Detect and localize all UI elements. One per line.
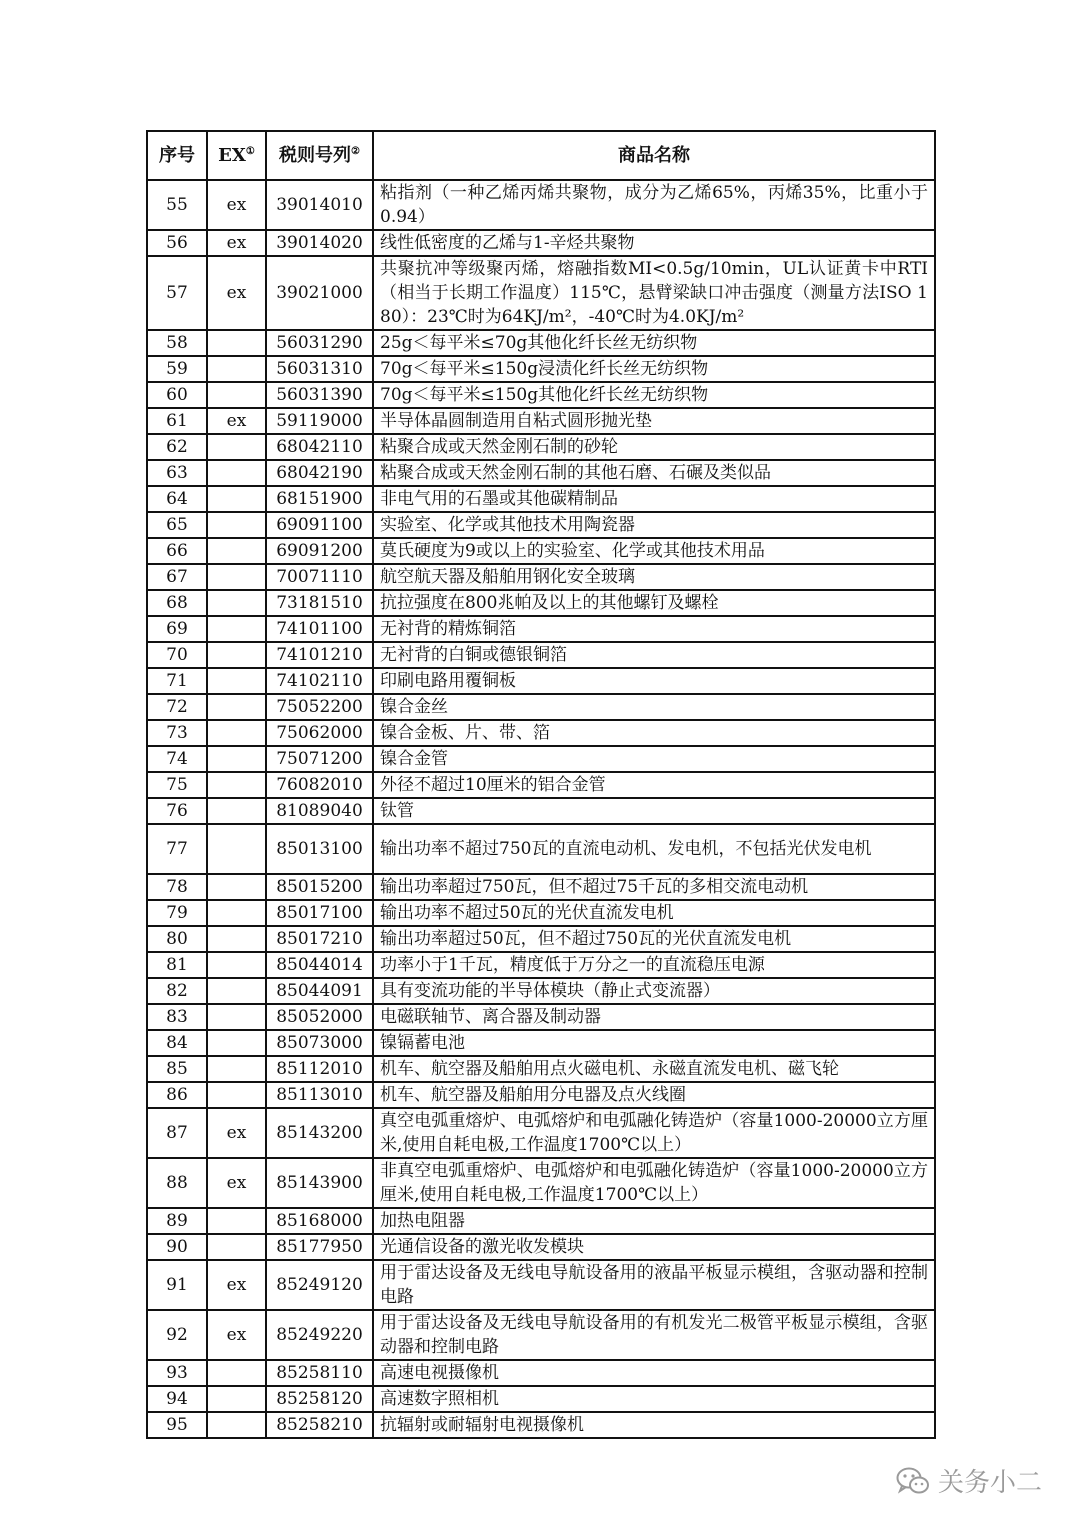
table-body bbox=[147, 180, 935, 1438]
cell-ex: ex bbox=[207, 408, 266, 434]
table-row bbox=[147, 1208, 935, 1234]
table-row bbox=[147, 1234, 935, 1260]
cell-tariff-code: 85258120 bbox=[266, 1386, 373, 1412]
cell-tariff-code: 85015200 bbox=[266, 874, 373, 900]
cell-seq: 64 bbox=[147, 486, 207, 512]
cell-seq: 71 bbox=[147, 668, 207, 694]
cell-tariff-code: 39021000 bbox=[266, 256, 373, 330]
cell-product-name: 70g＜每平米≤150g其他化纤长丝无纺织物 bbox=[373, 382, 935, 408]
cell-tariff-code: 74101210 bbox=[266, 642, 373, 668]
cell-ex: ex bbox=[207, 1310, 266, 1360]
cell-tariff-code: 59119000 bbox=[266, 408, 373, 434]
table-row bbox=[147, 1082, 935, 1108]
table-row bbox=[147, 460, 935, 486]
table-row bbox=[147, 590, 935, 616]
cell-seq: 75 bbox=[147, 772, 207, 798]
cell-product-name: 用于雷达设备及无线电导航设备用的有机发光二极管平板显示模组，含驱动器和控制电路 bbox=[373, 1310, 935, 1360]
table-row bbox=[147, 356, 935, 382]
table-row bbox=[147, 720, 935, 746]
cell-tariff-code: 81089040 bbox=[266, 798, 373, 824]
cell-ex bbox=[207, 874, 266, 900]
footnote-mark-1: ① bbox=[245, 145, 255, 157]
table-row bbox=[147, 1260, 935, 1310]
cell-ex: ex bbox=[207, 1158, 266, 1208]
cell-product-name: 非电气用的石墨或其他碳精制品 bbox=[373, 486, 935, 512]
cell-tariff-code: 85017210 bbox=[266, 926, 373, 952]
cell-seq: 60 bbox=[147, 382, 207, 408]
cell-ex bbox=[207, 798, 266, 824]
cell-tariff-code: 74101100 bbox=[266, 616, 373, 642]
cell-product-name: 真空电弧重熔炉、电弧熔炉和电弧融化铸造炉（容量1000-20000立方厘米,使用自耗电极,工作温度1700℃以上） bbox=[373, 1108, 935, 1158]
cell-product-name: 非真空电弧重熔炉、电弧熔炉和电弧融化铸造炉（容量1000-20000立方厘米,使用自耗电极,工作温度1700℃以上） bbox=[373, 1158, 935, 1208]
cell-tariff-code: 85258110 bbox=[266, 1360, 373, 1386]
cell-ex bbox=[207, 460, 266, 486]
cell-seq: 74 bbox=[147, 746, 207, 772]
cell-product-name: 输出功率超过750瓦，但不超过75千瓦的多相交流电动机 bbox=[373, 874, 935, 900]
cell-tariff-code: 75071200 bbox=[266, 746, 373, 772]
cell-product-name: 印刷电路用覆铜板 bbox=[373, 668, 935, 694]
cell-ex bbox=[207, 642, 266, 668]
cell-tariff-code: 85249220 bbox=[266, 1310, 373, 1360]
table-row bbox=[147, 512, 935, 538]
table-row bbox=[147, 824, 935, 874]
cell-tariff-code: 56031390 bbox=[266, 382, 373, 408]
cell-tariff-code: 39014010 bbox=[266, 180, 373, 230]
cell-product-name: 机车、航空器及船舶用分电器及点火线圈 bbox=[373, 1082, 935, 1108]
cell-product-name: 高速数字照相机 bbox=[373, 1386, 935, 1412]
cell-product-name: 70g＜每平米≤150g浸渍化纤长丝无纺织物 bbox=[373, 356, 935, 382]
cell-ex bbox=[207, 978, 266, 1004]
cell-tariff-code: 85258210 bbox=[266, 1412, 373, 1438]
cell-ex bbox=[207, 824, 266, 874]
cell-product-name: 功率小于1千瓦，精度低于万分之一的直流稳压电源 bbox=[373, 952, 935, 978]
cell-tariff-code: 85052000 bbox=[266, 1004, 373, 1030]
cell-seq: 66 bbox=[147, 538, 207, 564]
cell-product-name: 具有变流功能的半导体模块（静止式变流器） bbox=[373, 978, 935, 1004]
cell-product-name: 外径不超过10厘米的铝合金管 bbox=[373, 772, 935, 798]
cell-product-name: 镍合金管 bbox=[373, 746, 935, 772]
table-row bbox=[147, 978, 935, 1004]
cell-product-name: 加热电阻器 bbox=[373, 1208, 935, 1234]
cell-ex bbox=[207, 434, 266, 460]
table-row bbox=[147, 180, 935, 230]
cell-product-name: 钛管 bbox=[373, 798, 935, 824]
cell-ex: ex bbox=[207, 1260, 266, 1310]
cell-tariff-code: 69091200 bbox=[266, 538, 373, 564]
cell-seq: 77 bbox=[147, 824, 207, 874]
table-row bbox=[147, 874, 935, 900]
cell-product-name: 航空航天器及船舶用钢化安全玻璃 bbox=[373, 564, 935, 590]
header-seq: 序号 bbox=[147, 131, 207, 180]
cell-seq: 80 bbox=[147, 926, 207, 952]
cell-tariff-code: 68151900 bbox=[266, 486, 373, 512]
cell-ex bbox=[207, 952, 266, 978]
cell-seq: 76 bbox=[147, 798, 207, 824]
table-row bbox=[147, 926, 935, 952]
cell-product-name: 粘聚合成或天然金刚石制的砂轮 bbox=[373, 434, 935, 460]
cell-seq: 92 bbox=[147, 1310, 207, 1360]
cell-seq: 55 bbox=[147, 180, 207, 230]
cell-seq: 68 bbox=[147, 590, 207, 616]
cell-ex bbox=[207, 382, 266, 408]
cell-seq: 82 bbox=[147, 978, 207, 1004]
cell-ex bbox=[207, 1030, 266, 1056]
cell-product-name: 镍合金板、片、带、箔 bbox=[373, 720, 935, 746]
cell-product-name: 25g＜每平米≤70g其他化纤长丝无纺织物 bbox=[373, 330, 935, 356]
cell-ex bbox=[207, 720, 266, 746]
cell-product-name: 线性低密度的乙烯与1-辛烃共聚物 bbox=[373, 230, 935, 256]
cell-ex bbox=[207, 746, 266, 772]
cell-tariff-code: 85073000 bbox=[266, 1030, 373, 1056]
cell-ex: ex bbox=[207, 230, 266, 256]
cell-seq: 56 bbox=[147, 230, 207, 256]
tariff-table bbox=[146, 130, 936, 1439]
cell-tariff-code: 56031290 bbox=[266, 330, 373, 356]
cell-product-name: 镍镉蓄电池 bbox=[373, 1030, 935, 1056]
wechat-icon bbox=[896, 1466, 930, 1496]
cell-ex bbox=[207, 1208, 266, 1234]
cell-product-name: 镍合金丝 bbox=[373, 694, 935, 720]
cell-tariff-code: 56031310 bbox=[266, 356, 373, 382]
cell-tariff-code: 75052200 bbox=[266, 694, 373, 720]
table-row bbox=[147, 564, 935, 590]
cell-ex bbox=[207, 694, 266, 720]
cell-seq: 85 bbox=[147, 1056, 207, 1082]
table-row bbox=[147, 952, 935, 978]
cell-product-name: 高速电视摄像机 bbox=[373, 1360, 935, 1386]
cell-tariff-code: 85112010 bbox=[266, 1056, 373, 1082]
cell-product-name: 粘聚合成或天然金刚石制的其他石磨、石碾及类似品 bbox=[373, 460, 935, 486]
table-row bbox=[147, 1004, 935, 1030]
cell-ex bbox=[207, 616, 266, 642]
cell-product-name: 粘指剂（一种乙烯丙烯共聚物，成分为乙烯65%，丙烯35%，比重小于0.94） bbox=[373, 180, 935, 230]
cell-product-name: 抗辐射或耐辐射电视摄像机 bbox=[373, 1412, 935, 1438]
header-ex: EX① bbox=[207, 131, 266, 180]
cell-tariff-code: 74102110 bbox=[266, 668, 373, 694]
cell-product-name: 光通信设备的激光收发模块 bbox=[373, 1234, 935, 1260]
cell-product-name: 机车、航空器及船舶用点火磁电机、永磁直流发电机、磁飞轮 bbox=[373, 1056, 935, 1082]
cell-ex bbox=[207, 1082, 266, 1108]
cell-seq: 83 bbox=[147, 1004, 207, 1030]
table-row bbox=[147, 900, 935, 926]
cell-seq: 69 bbox=[147, 616, 207, 642]
cell-seq: 87 bbox=[147, 1108, 207, 1158]
cell-tariff-code: 85044091 bbox=[266, 978, 373, 1004]
cell-product-name: 输出功率不超过750瓦的直流电动机、发电机，不包括光伏发电机 bbox=[373, 824, 935, 874]
table-row bbox=[147, 616, 935, 642]
table-row bbox=[147, 668, 935, 694]
header-tariff-code: 税则号列② bbox=[266, 131, 373, 180]
cell-seq: 84 bbox=[147, 1030, 207, 1056]
cell-seq: 63 bbox=[147, 460, 207, 486]
table-row bbox=[147, 434, 935, 460]
table-row bbox=[147, 538, 935, 564]
cell-tariff-code: 85143200 bbox=[266, 1108, 373, 1158]
cell-tariff-code: 70071110 bbox=[266, 564, 373, 590]
cell-tariff-code: 85044014 bbox=[266, 952, 373, 978]
table-row bbox=[147, 642, 935, 668]
cell-seq: 61 bbox=[147, 408, 207, 434]
table-row bbox=[147, 408, 935, 434]
cell-tariff-code: 85013100 bbox=[266, 824, 373, 874]
cell-ex: ex bbox=[207, 256, 266, 330]
cell-seq: 91 bbox=[147, 1260, 207, 1310]
cell-ex bbox=[207, 1056, 266, 1082]
cell-seq: 73 bbox=[147, 720, 207, 746]
cell-seq: 81 bbox=[147, 952, 207, 978]
cell-ex: ex bbox=[207, 1108, 266, 1158]
table-row bbox=[147, 1158, 935, 1208]
cell-ex bbox=[207, 926, 266, 952]
cell-seq: 93 bbox=[147, 1360, 207, 1386]
cell-ex bbox=[207, 564, 266, 590]
table-row bbox=[147, 1108, 935, 1158]
cell-seq: 79 bbox=[147, 900, 207, 926]
cell-tariff-code: 85113010 bbox=[266, 1082, 373, 1108]
cell-product-name: 电磁联轴节、离合器及制动器 bbox=[373, 1004, 935, 1030]
cell-ex bbox=[207, 772, 266, 798]
table-row bbox=[147, 486, 935, 512]
cell-seq: 86 bbox=[147, 1082, 207, 1108]
cell-seq: 58 bbox=[147, 330, 207, 356]
cell-product-name: 输出功率不超过50瓦的光伏直流发电机 bbox=[373, 900, 935, 926]
table-row bbox=[147, 382, 935, 408]
cell-ex bbox=[207, 1004, 266, 1030]
cell-seq: 67 bbox=[147, 564, 207, 590]
cell-tariff-code: 76082010 bbox=[266, 772, 373, 798]
cell-tariff-code: 39014020 bbox=[266, 230, 373, 256]
cell-tariff-code: 85143900 bbox=[266, 1158, 373, 1208]
cell-ex bbox=[207, 330, 266, 356]
cell-tariff-code: 68042110 bbox=[266, 434, 373, 460]
cell-product-name: 用于雷达设备及无线电导航设备用的液晶平板显示模组，含驱动器和控制电路 bbox=[373, 1260, 935, 1310]
table-row bbox=[147, 230, 935, 256]
cell-ex bbox=[207, 512, 266, 538]
cell-ex bbox=[207, 538, 266, 564]
cell-seq: 57 bbox=[147, 256, 207, 330]
cell-seq: 59 bbox=[147, 356, 207, 382]
table-row bbox=[147, 1386, 935, 1412]
cell-seq: 90 bbox=[147, 1234, 207, 1260]
table-row bbox=[147, 772, 935, 798]
cell-tariff-code: 85017100 bbox=[266, 900, 373, 926]
cell-ex bbox=[207, 1360, 266, 1386]
table-row bbox=[147, 1056, 935, 1082]
cell-ex bbox=[207, 486, 266, 512]
cell-ex bbox=[207, 1412, 266, 1438]
cell-ex: ex bbox=[207, 180, 266, 230]
cell-tariff-code: 85177950 bbox=[266, 1234, 373, 1260]
cell-seq: 70 bbox=[147, 642, 207, 668]
table-row bbox=[147, 256, 935, 330]
cell-tariff-code: 75062000 bbox=[266, 720, 373, 746]
cell-product-name: 无衬背的精炼铜箔 bbox=[373, 616, 935, 642]
cell-ex bbox=[207, 356, 266, 382]
cell-tariff-code: 68042190 bbox=[266, 460, 373, 486]
table-row bbox=[147, 694, 935, 720]
cell-product-name: 半导体晶圆制造用自粘式圆形抛光垫 bbox=[373, 408, 935, 434]
cell-product-name: 共聚抗冲等级聚丙烯，熔融指数MI<0.5g/10min，UL认证黄卡中RTI（相当于长期工作温度）115℃，悬臂梁缺口冲击强度（测量方法ISO 180）：23℃时为64KJ/m²，-40℃时为4.0KJ/m² bbox=[373, 256, 935, 330]
cell-ex bbox=[207, 1386, 266, 1412]
cell-product-name: 莫氏硬度为9或以上的实验室、化学或其他技术用品 bbox=[373, 538, 935, 564]
cell-product-name: 实验室、化学或其他技术用陶瓷器 bbox=[373, 512, 935, 538]
table-row bbox=[147, 330, 935, 356]
cell-seq: 65 bbox=[147, 512, 207, 538]
table-row bbox=[147, 1412, 935, 1438]
table-row bbox=[147, 1360, 935, 1386]
cell-ex bbox=[207, 900, 266, 926]
cell-product-name: 输出功率超过50瓦，但不超过750瓦的光伏直流发电机 bbox=[373, 926, 935, 952]
cell-tariff-code: 69091100 bbox=[266, 512, 373, 538]
table-row bbox=[147, 798, 935, 824]
table-row bbox=[147, 1030, 935, 1056]
table-header-row bbox=[147, 131, 935, 180]
table-row bbox=[147, 1310, 935, 1360]
cell-ex bbox=[207, 590, 266, 616]
cell-tariff-code: 73181510 bbox=[266, 590, 373, 616]
cell-tariff-code: 85168000 bbox=[266, 1208, 373, 1234]
cell-seq: 89 bbox=[147, 1208, 207, 1234]
cell-seq: 94 bbox=[147, 1386, 207, 1412]
cell-seq: 88 bbox=[147, 1158, 207, 1208]
footnote-mark-2: ② bbox=[351, 145, 360, 157]
cell-product-name: 抗拉强度在800兆帕及以上的其他螺钉及螺栓 bbox=[373, 590, 935, 616]
cell-seq: 95 bbox=[147, 1412, 207, 1438]
watermark-text: 关务小二 bbox=[937, 1468, 1042, 1498]
watermark bbox=[896, 1462, 1042, 1499]
cell-seq: 72 bbox=[147, 694, 207, 720]
header-product-name: 商品名称 bbox=[373, 131, 935, 180]
cell-ex bbox=[207, 668, 266, 694]
cell-product-name: 无衬背的白铜或德银铜箔 bbox=[373, 642, 935, 668]
cell-seq: 62 bbox=[147, 434, 207, 460]
cell-seq: 78 bbox=[147, 874, 207, 900]
cell-ex bbox=[207, 1234, 266, 1260]
cell-tariff-code: 85249120 bbox=[266, 1260, 373, 1310]
table-row bbox=[147, 746, 935, 772]
